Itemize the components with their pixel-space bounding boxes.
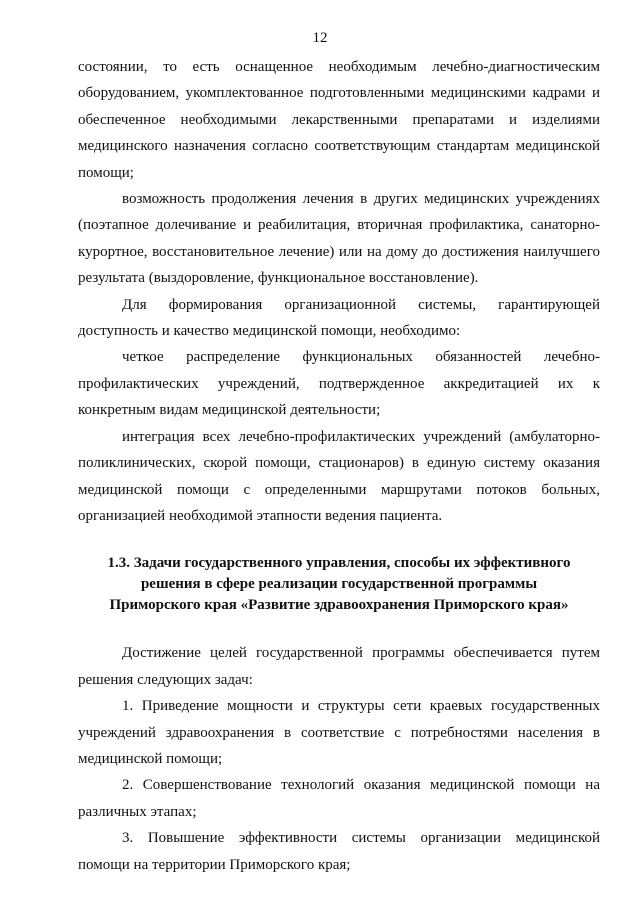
- section-heading-line: Приморского края «Развитие здравоохранения Приморского края»: [109, 597, 569, 614]
- paragraph: возможность продолжения лечения в других медицинских учреждениях (поэтапное долечивание и реабилитация, вторичная профилактика, санаторно-курортное, восстановительное лечение) или на дому до достижения наилучшего результата (выздоровление, функциональное восстановление).: [78, 191, 600, 287]
- list-item: 2. Совершенствование технологий оказания медицинской помощи на различных этапах;: [78, 777, 600, 820]
- document-body: [78, 54, 600, 878]
- paragraph: интеграция всех лечебно-профилактических учреждений (амбулаторно-поликлинических, скорой помощи, стационаров) в единую систему оказания медицинской помощи с определенными маршрутами потоков больных, организацией необходимой этапности ведения пациента.: [78, 428, 600, 524]
- paragraph: Для формирования организационной системы, гарантирующей доступность и качество медицинской помощи, необходимо:: [78, 296, 600, 340]
- page-number: 12: [312, 30, 328, 46]
- list-item: 3. Повышение эффективности системы организации медицинской помощи на территории Приморского края;: [78, 830, 600, 873]
- list-item: 1. Приведение мощности и структуры сети краевых государственных учреждений здравоохранения в соответствие с потребностями населения в медицинской помощи;: [78, 698, 600, 767]
- paragraph: четкое распределение функциональных обязанностей лечебно-профилактических учреждений, подтвержденное аккредитацией их к конкретным видам медицинской деятельности;: [78, 349, 600, 419]
- section-heading-line: 1.3. Задачи государственного управления, способы их эффективного: [107, 555, 571, 572]
- paragraph-continuation: состоянии, то есть оснащенное необходимым лечебно-диагностическим оборудованием, укомплектованное подготовленными медицинскими кадрами и обеспеченное необходимыми лекарственными препаратами и изделиями медицинского назначения согласно соответствующим стандартам медицинской помощи;: [78, 59, 600, 181]
- section-heading: [78, 553, 600, 616]
- paragraph: Достижение целей государственной программы обеспечивается путем решения следующих задач:: [78, 645, 600, 688]
- section-heading-line: решения в сфере реализации государственной программы: [140, 576, 538, 593]
